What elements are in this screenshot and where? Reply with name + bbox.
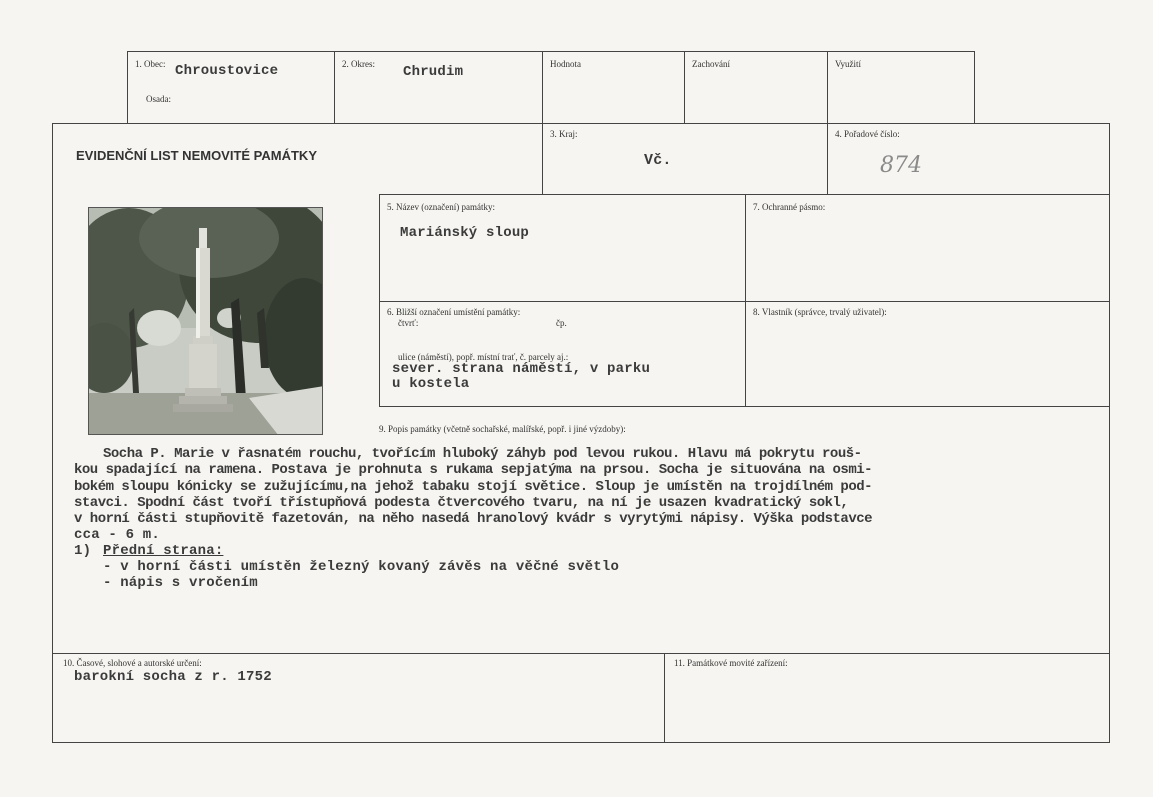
zarizeni-label: 11. Památkové movité zařízení: — [674, 658, 788, 668]
umisteni-value-line1: sever. strana náměstí, v parku — [392, 361, 651, 377]
ulice-label: ulice (náměstí), popř. místní trať, č. parcely aj.: — [398, 352, 569, 362]
vlastnik-label: 8. Vlastník (správce, trvalý uživatel): — [753, 307, 887, 317]
kraj-value: Vč. — [644, 152, 672, 169]
nazev-label: 5. Název (označení) památky: — [387, 202, 495, 212]
umisteni-label: 6. Bližší označení umístění památky: — [387, 307, 521, 317]
nazev-value: Mariánský sloup — [400, 225, 530, 241]
kraj-label: 3. Kraj: — [550, 129, 578, 139]
zachovani-label: Zachování — [692, 59, 730, 69]
kraj-box — [542, 123, 828, 195]
cp-label: čp. — [556, 318, 567, 328]
monument-photo — [88, 207, 323, 435]
poradove-value: 874 — [880, 153, 922, 178]
popis-line: Socha P. Marie v řasnatém rouchu, tvořícím hluboký záhyb pod levou rukou. Hlavu má pokrytu rouš- — [103, 446, 862, 462]
pasmo-label: 7. Ochranné pásmo: — [753, 202, 826, 212]
popis-line: stavci. Spodní část tvoří třístupňová podesta čtvercového tvaru, na ní je usazen kvadratický sokl, — [74, 495, 849, 511]
hodnota-label: Hodnota — [550, 59, 581, 69]
popis-line: bokém sloupu kónicky se zužujícímu,na jehož tabaku stojí světice. Sloup je umístěn na trojdílném pod- — [74, 479, 873, 495]
popis-line: cca - 6 m. — [74, 527, 161, 543]
umisteni-value-line2: u kostela — [392, 376, 470, 392]
ctvrt-label: čtvrť: — [398, 318, 419, 328]
popis-list-number: 1) — [74, 543, 92, 559]
obec-value: Chroustovice — [175, 63, 279, 79]
popis-list-item: - nápis s vročením — [103, 575, 258, 591]
popis-line: kou spadající na ramena. Postava je prohnuta s rukama sepjatýma na prsou. Socha je situována na osmi- — [74, 462, 873, 478]
osada-label: Osada: — [146, 94, 171, 104]
form-title: EVIDENČNÍ LIST NEMOVITÉ PAMÁTKY — [76, 148, 317, 163]
popis-line: v horní části stupňovitě fazetován, na něho nasedá hranolový kvádr s vyrytými nápisy. Výška podstavce — [74, 511, 873, 527]
obec-label: 1. Obec: — [135, 59, 166, 69]
okres-label: 2. Okres: — [342, 59, 375, 69]
poradove-label: 4. Pořadové číslo: — [835, 129, 900, 139]
popis-label: 9. Popis památky (včetně sochařské, malířské, popř. i jiné výzdoby): — [379, 424, 626, 434]
okres-value: Chrudim — [403, 64, 464, 80]
popis-list-heading: Přední strana: — [103, 543, 224, 559]
popis-list-item: - v horní části umístěn železný kovaný závěs na věčné světlo — [103, 559, 620, 575]
vyuziti-label: Využití — [835, 59, 861, 69]
casove-label: 10. Časové, slohové a autorské určení: — [63, 658, 202, 668]
casove-value: barokní socha z r. 1752 — [74, 669, 272, 685]
